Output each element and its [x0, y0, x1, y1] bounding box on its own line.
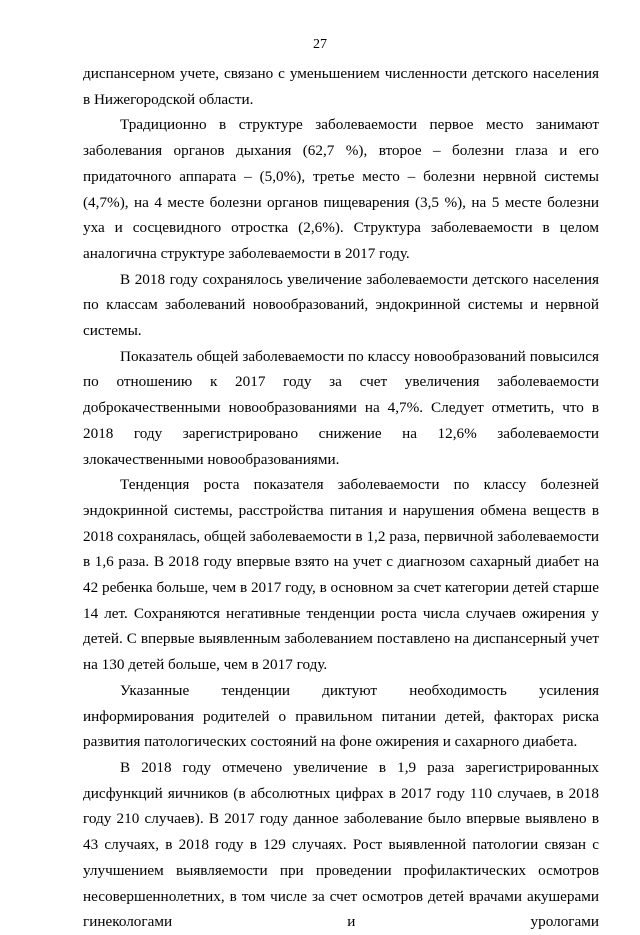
page-number: 27 [313, 37, 327, 52]
paragraph-disease-structure: Традиционно в структуре заболеваемости первое место занимают заболевания органов дыхания (62,7 %), второе – болезни глаза и его придаточного аппарата – (5,0%), третье место – болезни нервной системы (4,7%), на 4 месте болезни органов пищеварения (3,5 %), на 5 месте болезни уха и сосцевидного отростка (2,6%). Структура заболеваемости в целом аналогична структуре заболеваемости в 2017 году. [83, 116, 599, 262]
paragraph-morbidity-increase: В 2018 году сохранялось увеличение заболеваемости детского населения по классам заболеваний новообразований, эндокринной системы и нервной системы. [83, 270, 599, 340]
paragraph-nutrition-awareness: Указанные тенденции диктуют необходимость усиления информирования родителей о правильном питании детей, факторах риска развития патологических состояний на фоне ожирения и сахарного диабета. [83, 681, 599, 751]
paragraph-neoplasms: Показатель общей заболеваемости по классу новообразований повысился по отношению к 2017 году за счет увеличения заболеваемости доброкачественными новообразованиями на 4,7%. Следует отметить, что в 2018 году зарегистрировано снижение на 12,6% заболеваемости злокачественными новообразованиями. [83, 347, 599, 468]
paragraph-endocrine: Тенденция роста показателя заболеваемости по классу болезней эндокринной системы, расстройства питания и нарушения обмена веществ в 2018 сохранялась, общей заболеваемости в 1,2 раза, первичной заболеваемости в 1,6 раза. В 2018 году впервые взято на учет с диагнозом сахарный диабет на 42 ребенка больше, чем в 2017 году, в основном за счет категории детей старше 14 лет. Сохраняются негативные тенденции роста числа случаев ожирения у детей. С впервые выявленным заболеванием поставлено на диспансерный учет на 130 детей больше, чем в 2017 году. [83, 476, 599, 674]
document-body [83, 61, 599, 935]
paragraph-continuation: диспансерном учете, связано с уменьшением численности детского населения в Нижегородской области. [83, 65, 599, 108]
paragraph-ovarian-dysfunction: В 2018 году отмечено увеличение в 1,9 раза зарегистрированных дисфункций яичников (в абсолютных цифрах в 2017 году 110 случаев, в 2018 году 210 случаев). В 2017 году данное заболевание было впервые выявлено в 43 случаях, в 2018 году в 129 случаях. Рост выявленной патологии связан с улучшением выявляемости при проведении профилактических осмотров несовершеннолетних, в том числе за счет осмотров детей врачами акушерами гинекологами и урологами [83, 758, 599, 931]
